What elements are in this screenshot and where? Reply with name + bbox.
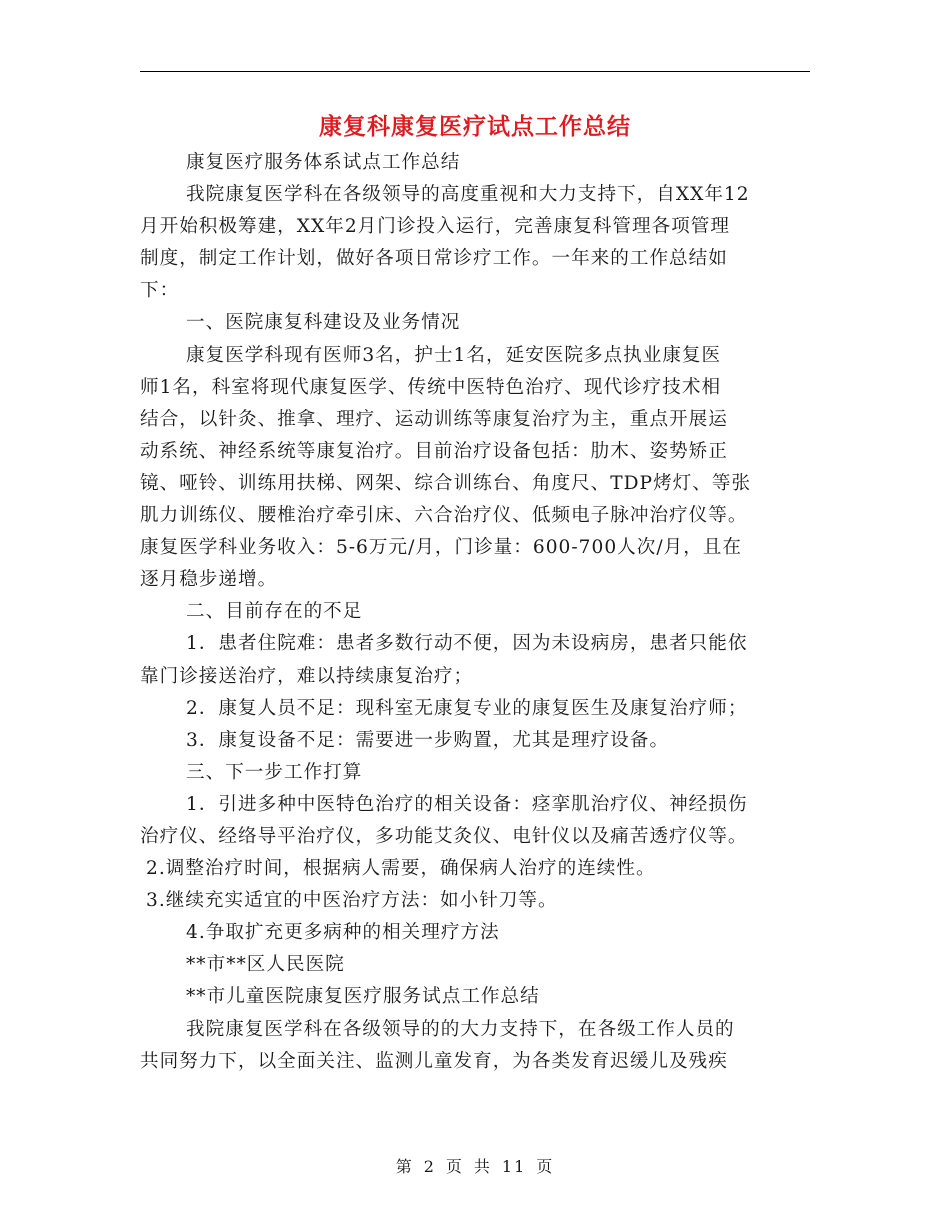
body-line: 下： [140,280,180,302]
body-line: 肌力训练仪、腰椎治疗牵引床、六合治疗仪、低频电子脉冲治疗仪等。 [140,505,748,527]
body-line: 我院康复医学科在各级领导的的大力支持下，在各级工作人员的 [186,1018,735,1040]
section-heading: 一、医院康复科建设及业务情况 [186,312,461,334]
list-item: 1．患者住院难：患者多数行动不便，因为未设病房，患者只能依 [186,633,748,655]
footer-page-unit: 页 [445,1157,464,1176]
footer-page-number: 2 [423,1157,436,1176]
body-line: 康复医学科现有医师3名，护士1名，延安医院多点执业康复医 [186,344,722,366]
document-title: 康复科康复医疗试点工作总结 [319,114,631,140]
footer-page-label: 第 [395,1157,414,1176]
body-line: 动系统、神经系统等康复治疗。目前治疗设备包括：肋木、姿势矫正 [140,440,728,462]
body-line: 我院康复医学科在各级领导的高度重视和大力支持下，自XX年12 [186,184,750,206]
section-heading: 二、目前存在的不足 [186,601,363,623]
list-item: 2．康复人员不足：现科室无康复专业的康复医生及康复治疗师； [186,697,748,719]
document-body [140,147,815,1078]
body-line: 共同努力下，以全面关注、监测儿童发育，为各类发育迟缓儿及残疾 [140,1050,728,1072]
body-line: 镜、哑铃、训练用扶梯、网架、综合训练台、角度尺、TDP烤灯、等张 [140,472,752,494]
list-item: 4.争取扩充更多病种的相关理疗方法 [186,922,500,944]
footer-total-unit: 页 [536,1157,555,1176]
signature-line: **市**区人民医院 [186,954,345,976]
body-line: 月开始积极筹建，XX年2月门诊投入运行，完善康复科管理各项管理 [140,216,730,238]
body-line: 靠门诊接送治疗，难以持续康复治疗； [140,665,474,687]
body-line: 治疗仪、经络导平治疗仪，多功能艾灸仪、电针仪以及痛苦透疗仪等。 [140,825,748,847]
footer-total-pages: 11 [501,1157,527,1176]
list-item: 2.调整治疗时间，根据病人需要，确保病人治疗的连续性。 [146,858,656,880]
footer-total-label: 共 [473,1157,492,1176]
body-line: 逐月稳步递增。 [140,569,278,591]
list-item: 3.继续充实适宜的中医治疗方法：如小针刀等。 [146,890,558,912]
header-rule [140,71,810,72]
section-heading: **市儿童医院康复医疗服务试点工作总结 [186,986,540,1008]
body-line: 康复医学科业务收入：5-6万元/月，门诊量：600-700人次/月，且在 [140,537,742,559]
page-footer [0,1154,950,1177]
list-item: 1．引进多种中医特色治疗的相关设备：痉挛肌治疗仪、神经损伤 [186,793,748,815]
body-line: 师1名，科室将现代康复医学、传统中医特色治疗、现代诊疗技术相 [140,376,722,398]
body-line: 康复医疗服务体系试点工作总结 [186,152,461,173]
body-line: 结合，以针灸、推拿、理疗、运动训练等康复治疗为主，重点开展运 [140,408,728,430]
body-line: 制度，制定工作计划，做好各项日常诊疗工作。一年来的工作总结如 [140,248,728,270]
section-heading: 三、下一步工作打算 [186,761,363,783]
list-item: 3．康复设备不足：需要进一步购置，尤其是理疗设备。 [186,729,670,751]
